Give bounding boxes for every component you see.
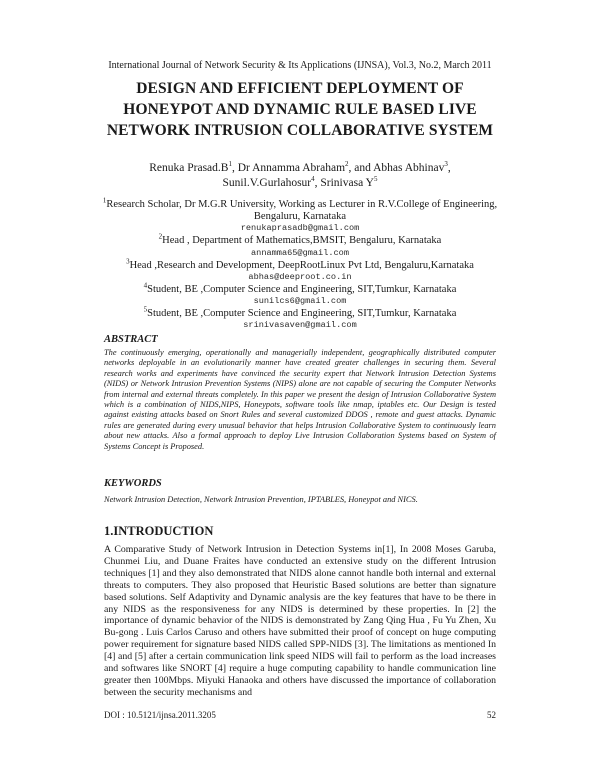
abstract-heading: ABSTRACT — [104, 334, 158, 345]
title-line-1: DESIGN AND EFFICIENT DEPLOYMENT OF — [136, 80, 464, 97]
affiliation-3-email[interactable]: abhas@deeproot.co.in — [248, 271, 352, 282]
affiliation-4-sup: 4 — [143, 281, 148, 290]
author-1-sup: 1 — [228, 160, 232, 169]
author-5-sup: 5 — [373, 175, 378, 184]
author-5: , Srinivasa Y — [314, 177, 374, 189]
affiliation-4-email[interactable]: sunilcs6@gmail.com — [253, 296, 347, 307]
author-line-1 — [60, 161, 540, 176]
doi-footer: DOI : 10.5121/ijnsa.2011.3205 — [104, 710, 216, 720]
journal-header: International Journal of Network Security & Its Applications (IJNSA), Vol.3, No.2, March 2011 — [108, 60, 492, 71]
affiliation-5-text: Student, BE ,Computer Science and Engineering, SIT,Tumkur, Karnataka — [147, 308, 457, 320]
author-1: Renuka Prasad.B — [149, 162, 229, 174]
affiliation-5 — [90, 305, 510, 331]
paper-title — [60, 78, 540, 141]
affiliation-5-email[interactable]: srinivasaven@gmail.com — [243, 320, 357, 331]
author-2: , Dr Annamma Abraham — [231, 162, 346, 174]
affiliation-3-sup: 3 — [126, 257, 130, 266]
author-3-sup: 3 — [444, 160, 448, 169]
title-line-2: HONEYPOT AND DYNAMIC RULE BASED LIVE — [123, 101, 477, 118]
keywords-text: Network Intrusion Detection, Network Intrusion Prevention, IPTABLES, Honeypot and NICS. — [104, 495, 418, 504]
affiliation-1-sup: 1 — [102, 196, 107, 205]
affiliation-1-email[interactable]: renukaprasadb@gmail.com — [240, 223, 360, 234]
abstract-text: The continuously emerging, operationally and managerially independent, geographically distributed computer networks deployable in an evolutionarily manner have created greater challenges in securing them. Several research works and experiments have convinced the security expert that Network Intrusion Detection Systems (NIDS) or Network Intrusion Prevention Systems (NIPS) alone are not capable of securing the Computer Networks from internal and external threats completely. In this paper we present the design of Intrusion Collaborative System which is a combination of NIDS,NIPS, Honeypots, software tools like nmap, iptables etc. Our Design is tested against existing attacks based on Snort Rules and several customized DDOS , remote and guest attacks. Dynamic rules are generated during every unusual behavior that helps Intrusion Collaborative System to continuously learn about new attacks. Also a formal approach to deploy Live Intrusion Collaboration Systems based on System of Systems Concept is Proposed. — [104, 348, 496, 451]
affiliation-5-sup: 5 — [143, 305, 148, 314]
author-4-sup: 4 — [311, 175, 315, 184]
affiliation-2-email[interactable]: annamma65@gmail.com — [251, 247, 349, 258]
affiliation-3 — [90, 257, 510, 283]
author-line-2 — [60, 176, 540, 191]
affiliation-1 — [90, 196, 510, 234]
title-line-3: NETWORK INTRUSION COLLABORATIVE SYSTEM — [106, 122, 494, 139]
page-number: 52 — [487, 710, 496, 720]
affiliation-4 — [90, 281, 510, 307]
affiliation-3-text: Head ,Research and Development, DeepRootLinux Pvt Ltd, Bengaluru,Karnataka — [129, 259, 474, 271]
author-2-sup: 2 — [345, 160, 349, 169]
author-3: , and Abhas Abhinav — [348, 162, 445, 174]
introduction-text: A Comparative Study of Network Intrusion in Detection Systems in[1], In 2008 Moses Garuba, Chunmei Liu, and Duane Fraites have conducted an extensive study on the different Intrusion techniques [1] and they also demonstrated that NIDS alone cannot handle both internal and external threats to computers. They also proposed that Heuristic Based solutions are better than signature based solutions. Self Adaptivity and Dynamic analysis are the key features that have to be there in any NIDS as the responsiveness for any NIDS is determined by these properties. In [2] the importance of dynamic behavior of the NIDS is demonstrated by Zang Qing Hua , Fu Yu Zhen, Xu Bu-gong . Luis Carlos Caruso and others have submitted their proof of concept on huge computing power requirement for signature based NIDS called SPP-NIDS [3]. The limitations as mentioned In [4] and [5] after a certain communication link speed NIDS will fail to perform as the load increases and softwares like SNORT [4] require a huge computing capability to handle communication line greater then 100Mbps. Miyuki Hanaoka and others have discussed the importance of collaboration between the security mechanisms and — [104, 544, 496, 698]
affiliation-2 — [90, 232, 510, 258]
affiliation-1-text: Research Scholar, Dr M.G.R University, Working as Lecturer in R.V.College of Engineering, Bengaluru, Karnataka — [106, 199, 498, 223]
author-list — [60, 161, 540, 191]
affiliation-2-sup: 2 — [158, 232, 163, 241]
introduction-heading: 1.INTRODUCTION — [104, 524, 214, 538]
affiliation-list — [90, 196, 510, 332]
affiliation-2-text: Head , Department of Mathematics,BMSIT, Bengaluru, Karnataka — [162, 235, 442, 247]
author-4: Sunil.V.Gurlahosur — [222, 177, 312, 189]
affiliation-4-text: Student, BE ,Computer Science and Engineering, SIT,Tumkur, Karnataka — [147, 283, 457, 295]
keywords-heading: KEYWORDS — [104, 478, 162, 489]
author-3-tail: , — [447, 162, 451, 174]
